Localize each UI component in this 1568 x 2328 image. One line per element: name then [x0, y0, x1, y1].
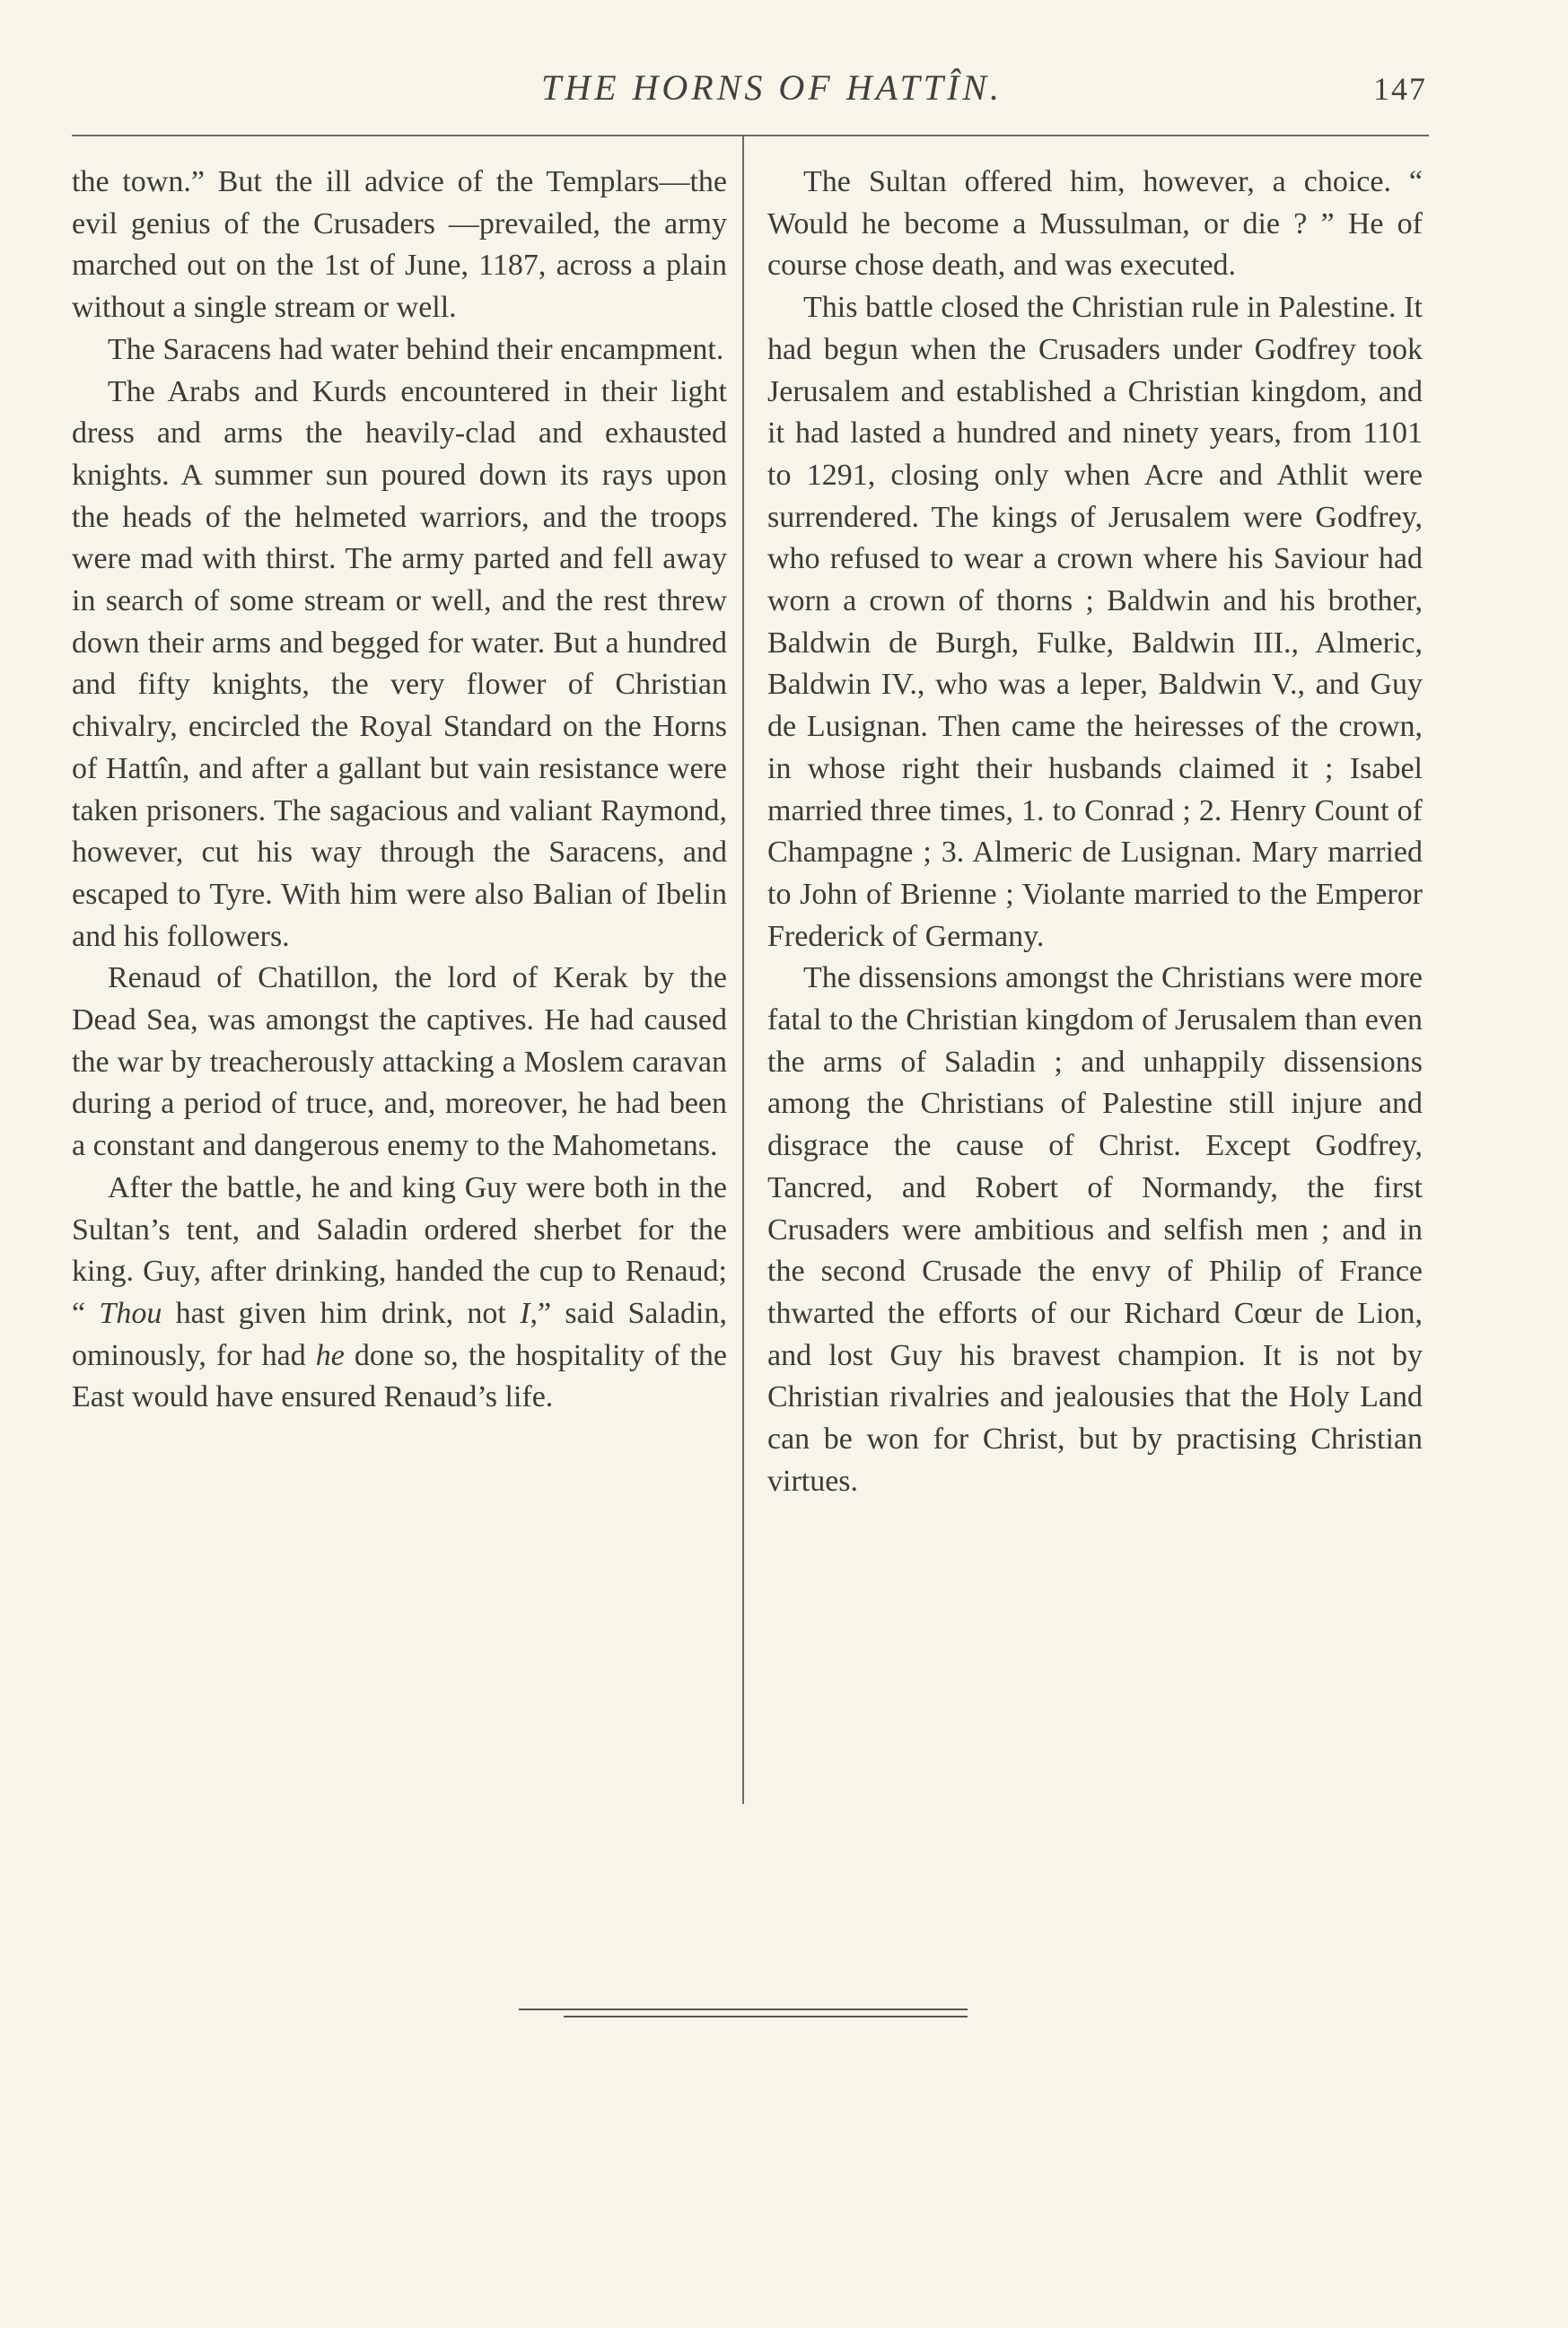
left-column	[72, 162, 727, 1419]
tailpiece-rule	[564, 2016, 968, 2017]
text-run: After the battle, he and king Guy were both in the Sultan’s tent, and Saladin ordered sherbet for the king. Guy, after drinking, handed the cup to Renaud; “	[72, 1170, 727, 1330]
paragraph: The Arabs and Kurds encountered in their light dress and arms the heavily-clad and exhausted knights. A summer sun poured down its rays upon the heads of the helmeted warriors, and the troops were mad with thirst. The army parted and fell away in search of some stream or well, and the rest threw down their arms and begged for water. But a hundred and fifty knights, the very flower of Christian chivalry, encircled the Royal Standard on the Horns of Hattîn, and after a gallant but vain resistance were taken prisoners. The sagacious and valiant Raymond, however, cut his way through the Saracens, and escaped to Tyre. With him were also Balian of Ibelin and his followers.	[72, 374, 727, 953]
paragraph: This battle closed the Christian rule in Palestine. It had begun when the Crusaders under Godfrey took Jerusalem and established a Christian kingdom, and it had lasted a hundred and ninety years, from 1101 to 1291, closing only when Acre and Athlit were surrendered. The kings of Jerusalem were Godfrey, who refused to wear a crown where his Saviour had worn a crown of thorns ; Baldwin and his brother, Baldwin de Burgh, Fulke, Baldwin III., Almeric, Baldwin IV., who was a leper, Baldwin V., and Guy de Lusignan. Then came the heiresses of the crown, in whose right their husbands claimed it ; Isabel married three times, 1. to Conrad ; 2. Henry Count of Champagne ; 3. Almeric de Lusignan. Mary married to John of Brienne ; Violante married to the Emperor Frederick of Germany.	[767, 291, 1423, 953]
paragraph: Renaud of Chatillon, the lord of Kerak by the Dead Sea, was amongst the captives. He had caused the war by treacherously attacking a Moslem caravan during a period of truce, and, moreover, he had been a constant and dangerous enemy to the Mahometans.	[72, 961, 727, 1163]
text-run: done so, the hospitality of the East would have ensured Renaud’s life.	[72, 1338, 727, 1414]
paragraph: The Saracens had water behind their encampment.	[108, 332, 724, 366]
header-rule	[72, 135, 1429, 136]
paragraph: The Sultan offered him, however, a choice. “ Would he become a Mussulman, or die ? ” He of course chose death, and was executed.	[767, 165, 1423, 283]
italic-i: I	[520, 1296, 530, 1330]
running-head-title: THE HORNS OF HATTÎN.	[540, 67, 1003, 108]
text-run: ,” said Saladin, ominously, for had	[72, 1296, 728, 1372]
italic-he: he	[315, 1338, 345, 1372]
paragraph: The dissensions amongst the Christians were more fatal to the Christian kingdom of Jerusalem than even the arms of Saladin ; and unhappily dissensions among the Christians of Palestine still injure and disgrace the cause of Christ. Except Godfrey, Tancred, and Robert of Normandy, the first Crusaders were ambitious and selfish men ; and in the second Crusade the envy of Philip of France thwarted the efforts of our Richard Cœur de Lion, and lost Guy his bravest champion. It is not by Christian rivalries and jealousies that the Holy Land can be won for Christ, but by practising Christian virtues.	[767, 961, 1423, 1498]
paragraph-continued: the town.” But the ill advice of the Templars—the evil genius of the Crusaders —prevailed, the army marched out on the 1st of June, 1187, across a plain without a single stream or well.	[72, 165, 727, 325]
italic-thou: Thou	[99, 1296, 162, 1330]
right-column	[767, 162, 1423, 1503]
column-divider	[742, 135, 744, 1804]
text-run: hast given him drink, not	[162, 1296, 521, 1330]
paragraph-saladin-quote	[72, 1168, 727, 1419]
running-head	[0, 63, 1568, 117]
page-number: 147	[1373, 71, 1427, 107]
tailpiece-rule	[519, 2009, 968, 2010]
